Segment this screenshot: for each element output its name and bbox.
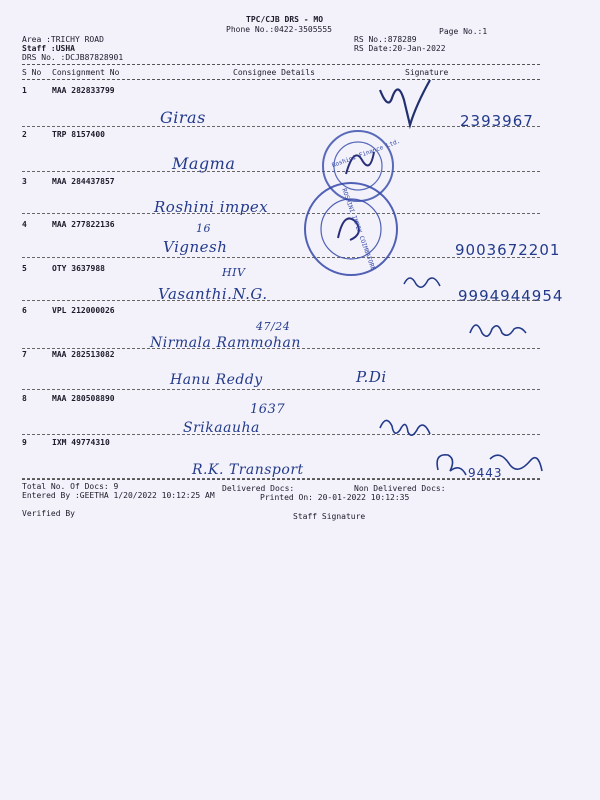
row-9-note: 9443 (468, 466, 503, 480)
staff-signature: Staff Signature (293, 512, 366, 521)
printed-on: Printed On: 20-01-2022 10:12:35 (260, 493, 410, 502)
row-8-sno: 8 (22, 394, 27, 403)
stamp-2-text: ROSHINI IMPEX COIMBATORE (340, 187, 377, 272)
signature-row-5 (400, 270, 450, 295)
signature-row-9 (430, 445, 550, 490)
row-5-sno: 5 (22, 264, 27, 273)
row-7-consignment: MAA 282513082 (52, 350, 115, 359)
row-2-line (22, 171, 540, 172)
row-1-note: 2393967 (460, 112, 534, 130)
rs-number: RS No.:878289 (354, 35, 417, 44)
report-title: TPC/CJB DRS - MO (246, 15, 324, 24)
row-4-consignee: Vignesh (163, 238, 228, 256)
signature-row-1 (370, 70, 440, 130)
row-3-sno: 3 (22, 177, 27, 186)
row-4-mark: 16 (196, 222, 211, 235)
row-6-line (22, 348, 540, 349)
stamp-1-text: Roshini Finance Ltd. (330, 137, 402, 170)
row-8-line (22, 434, 540, 435)
total-docs: Total No. Of Docs: 9 (22, 482, 119, 491)
row-6-mark: 47/24 (256, 320, 291, 333)
row-3-consignee: Roshini impex (154, 198, 269, 216)
col-consignment: Consignment No (52, 68, 120, 77)
area-label: Area :TRICHY ROAD (22, 35, 104, 44)
row-7-consignee: Hanu Reddy (170, 372, 263, 388)
row-8-consignee: Srikaauha (183, 420, 260, 436)
row-9-consignee: R.K. Transport (192, 462, 304, 478)
row-2-sno: 2 (22, 130, 27, 139)
col-signature: Signature (405, 68, 449, 77)
row-2-consignment: TRP 8157400 (52, 130, 105, 139)
row-3-consignment: MAA 284437857 (52, 177, 115, 186)
row-2-consignee: Magma (172, 154, 236, 173)
verified-by: Verified By (22, 509, 75, 518)
col-sno: S No (22, 68, 42, 77)
entered-by: Entered By :GEETHA 1/20/2022 10:12:25 AM (22, 491, 215, 500)
row-1-line (22, 126, 540, 127)
row-6-consignee: Nirmala Rammohan (150, 335, 301, 351)
header-rule-bottom (22, 79, 540, 80)
row-7-sign: P.Di (356, 368, 387, 386)
signature-row-8 (376, 410, 436, 445)
row-5-consignee: Vasanthi.N.G. (158, 285, 268, 303)
header-rule-top (22, 64, 540, 65)
row-5-line (22, 300, 540, 301)
row-5-consignment: OTY 3637988 (52, 264, 105, 273)
row-6-consignment: VPL 212000026 (52, 306, 115, 315)
row-5-mark: HIV (222, 266, 246, 279)
row-4-note: 9003672201 (455, 241, 561, 259)
non-delivered-docs: Non Delivered Docs: (354, 484, 446, 493)
row-7-line (22, 389, 540, 390)
phone-number: Phone No.:0422-3505555 (226, 25, 332, 34)
row-4-line (22, 257, 540, 258)
signature-row-6 (468, 315, 528, 345)
row-4-consignment: MAA 277822136 (52, 220, 115, 229)
row-5-note: 9994944954 (458, 287, 564, 305)
page-number: Page No.:1 (439, 27, 488, 36)
row-6-sno: 6 (22, 306, 27, 315)
col-consignee: Consignee Details (233, 68, 315, 77)
company-stamp-2 (302, 180, 400, 278)
row-1-sno: 1 (22, 86, 27, 95)
delivered-docs: Delivered Docs: (222, 484, 295, 493)
rs-date: RS Date:20-Jan-2022 (354, 44, 446, 53)
row-1-consignment: MAA 282833799 (52, 86, 115, 95)
staff-label: Staff :USHA (22, 44, 75, 53)
row-1-consignee: Giras (160, 108, 206, 127)
row-4-sno: 4 (22, 220, 27, 229)
row-3-line (22, 213, 540, 214)
drs-number: DRS No. :DCJB87828901 (22, 53, 124, 62)
row-9-consignment: IXM 49774310 (52, 438, 110, 447)
row-8-mark: 1637 (250, 402, 286, 417)
row-8-consignment: MAA 280508890 (52, 394, 115, 403)
row-9-sno: 9 (22, 438, 27, 447)
row-7-sno: 7 (22, 350, 27, 359)
footer-rule (22, 479, 540, 480)
